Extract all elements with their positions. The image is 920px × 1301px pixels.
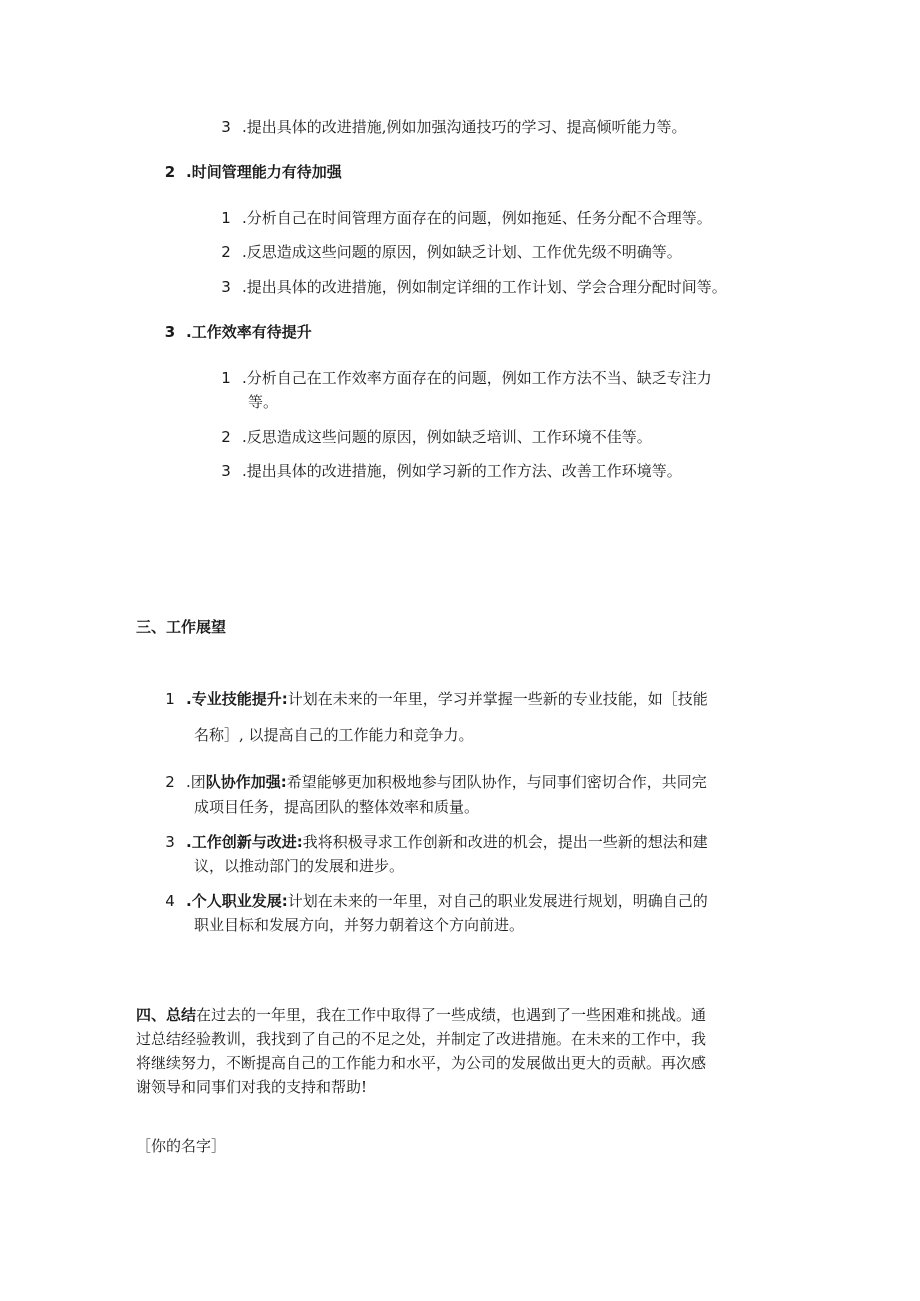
item-body: 计划在未来的一年里，对自己的职业发展进行规划，明确自己的 bbox=[287, 892, 708, 910]
item-text: .提出具体的改进措施，例如制定详细的工作计划、学会合理分配时间等。 bbox=[242, 278, 727, 296]
item-number: 3 bbox=[165, 833, 175, 851]
item-number: 2 bbox=[221, 428, 231, 446]
summary-line-4: 谢领导和同事们对我的支持和帮助! bbox=[136, 1078, 368, 1096]
signature-placeholder: ［你的名字］ bbox=[136, 1137, 227, 1155]
item-text bbox=[186, 771, 707, 793]
item-number: 3 bbox=[221, 278, 231, 296]
item-text bbox=[186, 688, 708, 710]
item-number: 2 bbox=[165, 773, 175, 791]
item-number: 1 bbox=[165, 690, 175, 708]
item-lead-plain: .团 bbox=[186, 773, 206, 791]
summary-lead: 四、总结 bbox=[136, 1006, 197, 1024]
subsection-number: 2 bbox=[164, 163, 176, 181]
item-text: .提出具体的改进措施，例如学习新的工作方法、改善工作环境等。 bbox=[242, 462, 682, 480]
summary-line-3: 将继续努力，不断提高自己的工作能力和水平，为公司的发展做出更大的贡献。再次感 bbox=[136, 1054, 707, 1072]
item-lead: .工作创新与改进: bbox=[186, 833, 303, 851]
item-number: 1 bbox=[221, 209, 231, 227]
item-number: 2 bbox=[221, 243, 231, 261]
item-text-continued: 成项目任务，提高团队的整体效率和质量。 bbox=[194, 798, 480, 816]
subsection-heading: .时间管理能力有待加强 bbox=[186, 163, 342, 181]
item-number: 4 bbox=[165, 892, 175, 910]
item-text-continued: 名称］, 以提高自己的工作能力和竞争力。 bbox=[194, 726, 474, 744]
item-text bbox=[186, 890, 708, 912]
item-lead: .专业技能提升: bbox=[186, 690, 288, 708]
summary-line bbox=[136, 1004, 706, 1026]
item-body: 我将积极寻求工作创新和改进的机会，提出一些新的想法和建 bbox=[302, 833, 708, 851]
summary-line-2: 过总结经验教训，我找到了自己的不足之处，并制定了改进措施。在未来的工作中，我 bbox=[136, 1030, 707, 1048]
item-text bbox=[186, 831, 708, 853]
subsection-heading: .工作效率有待提升 bbox=[186, 323, 312, 341]
item-text: .反思造成这些问题的原因，例如缺乏培训、工作环境不佳等。 bbox=[242, 428, 652, 446]
summary-line-1: 在过去的一年里，我在工作中取得了一些成绩，也遇到了一些困难和挑战。通 bbox=[196, 1006, 707, 1024]
section-title: 三、工作展望 bbox=[136, 618, 227, 636]
item-text: .分析自己在工作效率方面存在的问题，例如工作方法不当、缺乏专注力 bbox=[242, 369, 712, 387]
item-text: .提出具体的改进措施,例如加强沟通技巧的学习、提高倾听能力等。 bbox=[242, 118, 687, 136]
item-text-continued: 等。 bbox=[248, 393, 279, 411]
item-text-continued: 议，以推动部门的发展和进步。 bbox=[194, 857, 405, 875]
item-lead: .个人职业发展: bbox=[186, 892, 288, 910]
item-text-continued: 职业目标和发展方向，并努力朝着这个方向前进。 bbox=[194, 916, 525, 934]
item-text: .分析自己在时间管理方面存在的问题，例如拖延、任务分配不合理等。 bbox=[242, 209, 712, 227]
subsection-number: 3 bbox=[164, 323, 176, 341]
item-number: 1 bbox=[221, 369, 231, 387]
item-body: 计划在未来的一年里，学习并掌握一些新的专业技能，如［技能 bbox=[287, 690, 708, 708]
item-number: 3 bbox=[221, 462, 231, 480]
item-lead: 队协作加强: bbox=[205, 773, 287, 791]
item-number: 3 bbox=[221, 118, 231, 136]
item-text: .反思造成这些问题的原因，例如缺乏计划、工作优先级不明确等。 bbox=[242, 243, 682, 261]
item-body: 希望能够更加积极地参与团队协作，与同事们密切合作，共同完 bbox=[286, 773, 707, 791]
